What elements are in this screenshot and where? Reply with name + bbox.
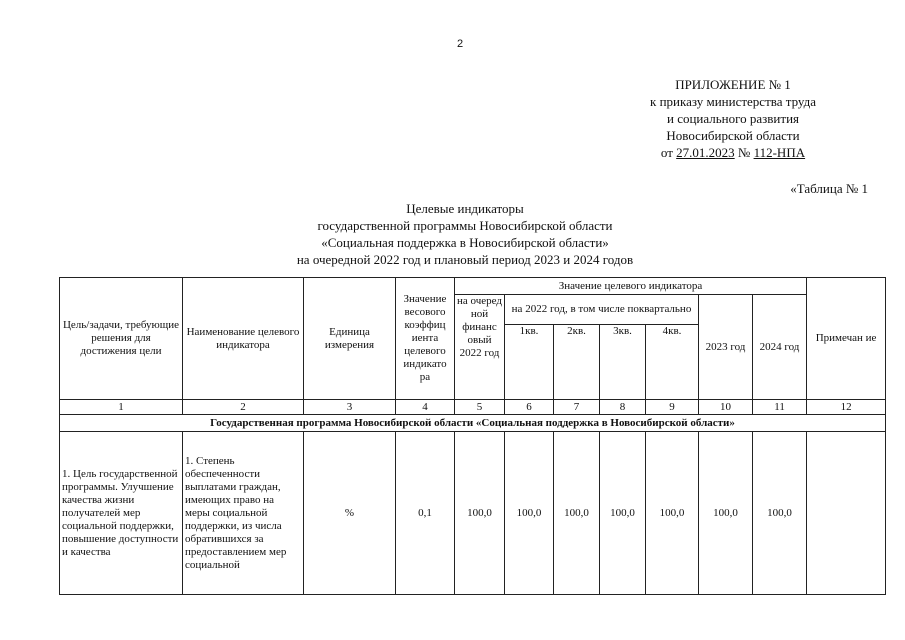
- column-number: 5: [455, 400, 505, 415]
- appendix-line-2: к приказу министерства труда: [650, 94, 816, 109]
- title-line-4: на очередной 2022 год и плановый период 2023 и 2024 годов: [296, 252, 634, 267]
- header-current-year: на очеред ной финанс овый 2022 год: [455, 295, 505, 400]
- appendix-date-line: [623, 144, 843, 161]
- document-title: [200, 200, 730, 268]
- order-number: 112-НПА: [753, 145, 806, 160]
- header-2023: 2023 год: [699, 295, 753, 400]
- appendix-block: [623, 76, 843, 161]
- y2023-cell: 100,0: [699, 432, 753, 595]
- column-number: 6: [505, 400, 554, 415]
- column-number: 10: [699, 400, 753, 415]
- table-label: «Таблица № 1: [790, 181, 868, 196]
- program-row: [60, 415, 886, 432]
- header-q3: 3кв.: [600, 325, 646, 400]
- header-unit: Единица измерения: [304, 278, 396, 400]
- column-number: 1: [60, 400, 183, 415]
- title-line-1: Целевые индикаторы: [406, 201, 524, 216]
- unit-cell: %: [304, 432, 396, 595]
- current-year-cell: 100,0: [455, 432, 505, 595]
- y2024-cell: 100,0: [753, 432, 807, 595]
- header-indicator: Наименование целевого индикатора: [183, 278, 304, 400]
- column-number-row: [60, 400, 886, 415]
- column-number: 2: [183, 400, 304, 415]
- header-q4: 4кв.: [646, 325, 699, 400]
- goal-cell: 1. Цель государственной программы. Улучшение качества жизни получателей мер социальной поддержки, повышение доступности и качества: [60, 432, 183, 595]
- q4-cell: 100,0: [646, 432, 699, 595]
- header-note: Примечан ие: [807, 278, 886, 400]
- header-q1: 1кв.: [505, 325, 554, 400]
- indicator-cell: 1. Степень обеспеченности выплатами граждан, имеющих право на меры социальной поддержки, из числа обратившихся за предоставлением мер социальной: [183, 432, 304, 595]
- weight-cell: 0,1: [396, 432, 455, 595]
- column-number: 11: [753, 400, 807, 415]
- appendix-line-3: и социального развития: [666, 111, 800, 126]
- column-number: 7: [554, 400, 600, 415]
- header-q2: 2кв.: [554, 325, 600, 400]
- q3-cell: 100,0: [600, 432, 646, 595]
- number-prefix: №: [734, 145, 754, 160]
- target-indicators-table: [59, 277, 886, 595]
- q2-cell: 100,0: [554, 432, 600, 595]
- page-number: 2: [457, 38, 464, 50]
- header-goal: Цель/задачи, требующие решения для достижения цели: [60, 278, 183, 400]
- column-number: 8: [600, 400, 646, 415]
- header-target-value: Значение целевого индикатора: [455, 278, 807, 295]
- program-title: Государственная программа Новосибирской области «Социальная поддержка в Новосибирской области»: [60, 415, 886, 432]
- note-cell: [807, 432, 886, 595]
- q1-cell: 100,0: [505, 432, 554, 595]
- order-date: 27.01.2023: [676, 145, 735, 160]
- column-number: 4: [396, 400, 455, 415]
- appendix-line-4: Новосибирской области: [666, 128, 800, 143]
- header-weight: Значение весового коэффиц иента целевого индикато ра: [396, 278, 455, 400]
- column-number: 3: [304, 400, 396, 415]
- column-number: 12: [807, 400, 886, 415]
- header-quarterly: на 2022 год, в том числе поквартально: [505, 295, 699, 325]
- table-row: [60, 432, 886, 595]
- title-line-3: «Социальная поддержка в Новосибирской области»: [321, 235, 609, 250]
- title-line-2: государственной программы Новосибирской области: [317, 218, 613, 233]
- header-2024: 2024 год: [753, 295, 807, 400]
- date-prefix: от: [660, 145, 677, 160]
- column-number: 9: [646, 400, 699, 415]
- appendix-line-1: ПРИЛОЖЕНИЕ № 1: [675, 77, 791, 92]
